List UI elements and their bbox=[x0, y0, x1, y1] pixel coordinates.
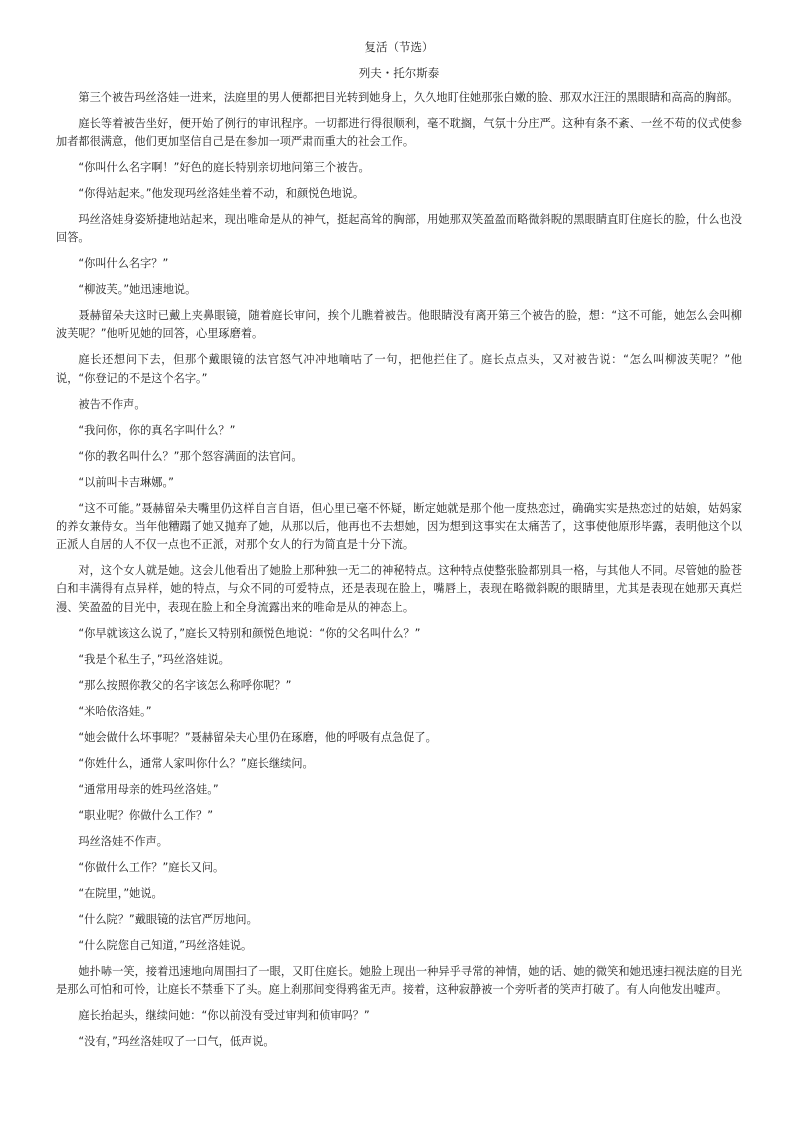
paragraph: “什么院？”戴眼镜的法官严厉地问。 bbox=[78, 912, 258, 926]
paragraph: “米哈依洛娃。” bbox=[78, 704, 152, 718]
paragraph: “通常用母亲的姓玛丝洛娃。” bbox=[78, 782, 219, 796]
paragraph: “职业呢？你做什么工作？” bbox=[78, 808, 214, 822]
paragraph: “你姓什么，通常人家叫你什么？”庭长继续问。 bbox=[78, 756, 314, 770]
paragraph: “那么按照你教父的名字该怎么称呼你呢？” bbox=[78, 678, 292, 692]
paragraph: 被告不作声。 bbox=[78, 397, 146, 411]
paragraph: 玛丝洛娃身姿矫捷地站起来，现出唯命是从的神气，挺起高耸的胸部，用她那双笑盈盈而略微斜睨的黑眼睛直盯住庭长的脸，什么也没回答。 bbox=[56, 212, 742, 245]
paragraph: “你早就该这么说了，”庭长又特别和颜悦色地说：“你的父名叫什么？” bbox=[78, 626, 421, 640]
paragraph: “她会做什么坏事呢？”聂赫留朵夫心里仍在琢磨，他的呼吸有点急促了。 bbox=[78, 730, 437, 744]
paragraph: “以前叫卡吉琳娜。” bbox=[78, 475, 174, 489]
paragraph: 对，这个女人就是她。这会儿他看出了她脸上那种独一无二的神秘特点。这种特点使整张脸都别具一格，与其他人不同。尽管她的脸苍白和丰满得有点异样，她的特点，与众不同的可爱特点，还是表现在脸上，嘴唇上，表现在略微斜睨的眼睛里，尤其是表现在她那天真烂漫、笑盈盈的目光中，表现在脸上和全身流露出来的唯命是从的神态上。 bbox=[56, 564, 742, 614]
paragraph: 庭长等着被告坐好，便开始了例行的审讯程序。一切都进行得很顺利，毫不耽搁，气氛十分庄严。这种有条不紊、一丝不苟的仪式使参加者都很满意，他们更加坚信自己是在参加一项严肃而重大的社会工作。 bbox=[56, 116, 742, 148]
paragraph: “你叫什么名字啊！”好色的庭长特别亲切地问第三个被告。 bbox=[78, 160, 370, 174]
paragraph: “这不可能。”聂赫留朵夫嘴里仍这样自言自语，但心里已毫不怀疑，断定她就是那个他一度热恋过，确确实实是热恋过的姑娘，姑妈家的养女兼侍女。当年他糟蹋了她又抛弃了她，从那以后，他再也不去想她，因为想到这事实在太痛苦了，这事使他原形毕露，表明他这个以正派人自居的人不仅一点也不正派，对那个女人的行为简直是十分下流。 bbox=[56, 501, 742, 552]
paragraph: 庭长抬起头，继续问她：“你以前没有受过审判和侦审吗？” bbox=[78, 1008, 370, 1022]
paragraph: 聂赫留朵夫这时已戴上夹鼻眼镜，随着庭长审问，挨个儿瞧着被告。他眼睛没有离开第三个被告的脸，想：“这不可能，她怎么会叫柳波芙呢？”他听见她的回答，心里琢磨着。 bbox=[56, 309, 742, 341]
paragraph: “柳波芙。”她迅速地说。 bbox=[78, 283, 197, 297]
paragraph: “你得站起来。”他发现玛丝洛娃坐着不动，和颜悦色地说。 bbox=[78, 186, 365, 200]
paragraph: “你的教名叫什么？”那个怒容满面的法官问。 bbox=[78, 449, 303, 463]
document-title: 复活（节选） bbox=[364, 40, 434, 54]
paragraph: 第三个被告玛丝洛娃一进来，法庭里的男人便都把目光转到她身上，久久地盯住她那张白嫩的脸、那双水汪汪的黑眼睛和高高的胸部。 bbox=[78, 90, 739, 104]
paragraph: 玛丝洛娃不作声。 bbox=[78, 834, 168, 848]
paragraph: “什么院您自己知道，”玛丝洛娃说。 bbox=[78, 938, 253, 952]
document-page bbox=[56, 38, 742, 1059]
paragraph: “没有，”玛丝洛娃叹了一口气，低声说。 bbox=[78, 1034, 275, 1048]
paragraph: 她扑哧一笑，接着迅速地向周围扫了一眼，又盯住庭长。她脸上现出一种异乎寻常的神情，她的话、她的微笑和她迅速扫视法庭的目光是那么可怕和可怜，让庭长不禁垂下了头。庭上刹那间变得鸦雀无声。接着，这种寂静被一个旁听者的笑声打破了。有人向他发出嘘声。 bbox=[56, 964, 742, 996]
document-author: 列夫・托尔斯泰 bbox=[358, 66, 440, 81]
paragraph: “你叫什么名字？” bbox=[78, 257, 169, 271]
paragraph: 庭长还想问下去，但那个戴眼镜的法官怒气冲冲地嘀咕了一句，把他拦住了。庭长点点头，又对被告说：“怎么叫柳波芙呢？”他说，“你登记的不是这个名字。” bbox=[56, 353, 742, 385]
paragraph: “在院里，”她说。 bbox=[78, 886, 163, 900]
paragraph: “我是个私生子，”玛丝洛娃说。 bbox=[78, 652, 230, 666]
paragraph: “你做什么工作？”庭长又问。 bbox=[78, 860, 225, 874]
paragraph: “我问你，你的真名字叫什么？” bbox=[78, 423, 236, 437]
